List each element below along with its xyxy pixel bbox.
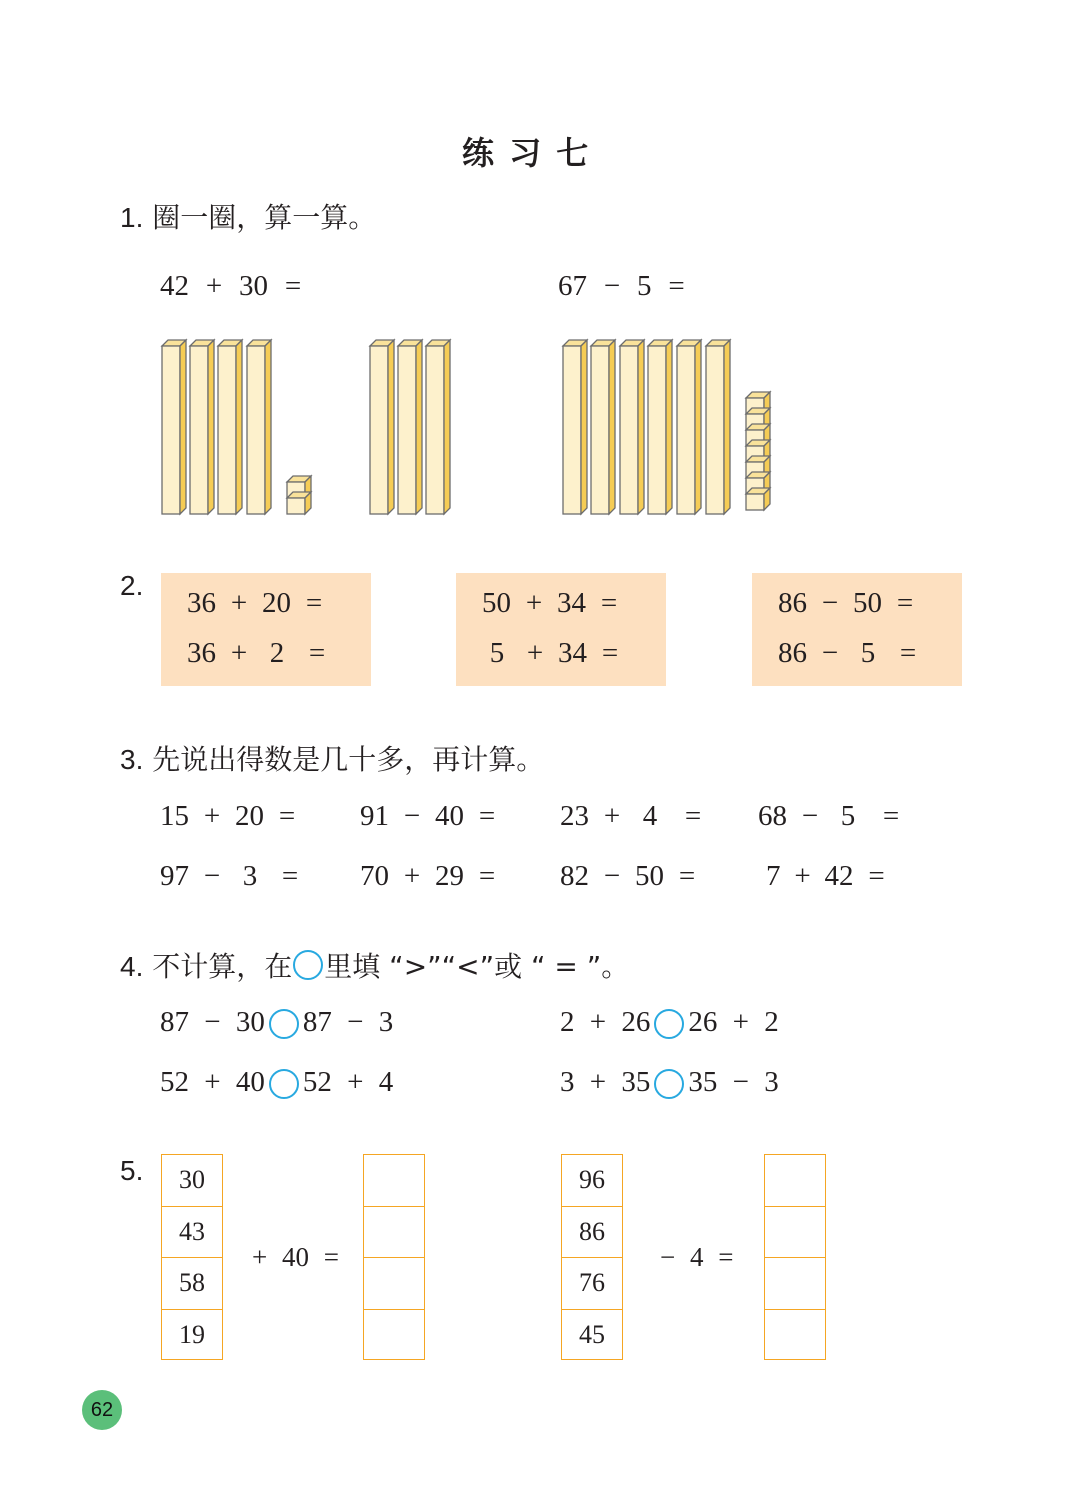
- q4-comparison-1: [160, 1006, 393, 1039]
- operand: 67: [558, 270, 587, 302]
- comparison-left: 2 + 26: [560, 1006, 651, 1038]
- operator: −: [603, 860, 621, 892]
- page-title: 练 习 七: [462, 134, 591, 172]
- operand: 86: [778, 637, 807, 669]
- comparison-left: 3 + 35: [560, 1066, 651, 1098]
- operand: 42: [160, 270, 189, 302]
- q1-text: 圈一圈，算一算。: [152, 201, 377, 234]
- q4-number: 4.: [120, 951, 144, 982]
- q3-expression: [360, 800, 510, 833]
- answer-circle[interactable]: [654, 1009, 684, 1039]
- q4-text-before: 不计算，在: [152, 950, 293, 983]
- equals: =: [478, 800, 496, 832]
- q4-comparison-4: [560, 1066, 779, 1099]
- input-cell: 45: [579, 1319, 605, 1349]
- q4-comparison-2: [560, 1006, 779, 1039]
- equals: =: [899, 637, 917, 669]
- operator: +: [203, 800, 221, 832]
- operand: 5: [860, 637, 876, 669]
- q3-expression: [560, 800, 721, 833]
- comparison-left: 52 + 40: [160, 1066, 265, 1098]
- comparison-right: 35 − 3: [688, 1066, 779, 1098]
- operand: 40: [435, 800, 464, 832]
- operator: −: [403, 800, 421, 832]
- operand: 86: [778, 587, 807, 619]
- operator: −: [801, 800, 819, 832]
- input-cell: 86: [562, 1207, 622, 1259]
- units-group-42-ones: [287, 476, 311, 514]
- operator: +: [403, 860, 421, 892]
- q3-text: 先说出得数是几十多，再计算。: [152, 743, 545, 776]
- comparison-right: 52 + 4: [302, 1066, 394, 1098]
- q5-right-input-column: [561, 1154, 623, 1360]
- equals: =: [668, 270, 685, 302]
- equals: =: [868, 860, 885, 892]
- equals: =: [308, 637, 326, 669]
- answer-circle[interactable]: [269, 1009, 299, 1039]
- q3-number: 3.: [120, 744, 144, 775]
- operator: +: [230, 587, 248, 619]
- q3-prompt: [120, 738, 544, 778]
- input-cell: 76: [562, 1258, 622, 1310]
- circle-icon: [293, 950, 323, 980]
- operand: 3: [242, 860, 258, 892]
- q3-expression: [560, 860, 710, 893]
- equals: =: [281, 860, 299, 892]
- comparison-right: 26 + 2: [688, 1006, 779, 1038]
- answer-cell[interactable]: [364, 1207, 424, 1259]
- operand: 82: [560, 860, 589, 892]
- equals: =: [600, 587, 618, 619]
- q5-number: 5.: [120, 1155, 144, 1186]
- q2-box-1-row-1: [187, 587, 337, 620]
- comparison-left: 87 − 30: [160, 1006, 265, 1038]
- operator: +: [525, 587, 543, 619]
- answer-circle[interactable]: [654, 1069, 684, 1099]
- q3-expression: [160, 860, 315, 893]
- operand: 15: [160, 800, 189, 832]
- q2-box-3: [752, 573, 962, 686]
- operator: −: [821, 637, 839, 669]
- equals: =: [478, 860, 496, 892]
- operand: 97: [160, 860, 189, 892]
- operand: 50: [482, 587, 511, 619]
- input-cell: 19: [179, 1319, 205, 1349]
- answer-cell[interactable]: [364, 1258, 424, 1310]
- q3-expression: [360, 860, 510, 893]
- operand: 50: [853, 587, 882, 619]
- equals: =: [896, 587, 914, 619]
- base-ten-blocks: [0, 0, 1082, 540]
- equals: =: [882, 800, 900, 832]
- input-cell: 43: [162, 1207, 222, 1259]
- operator: +: [794, 860, 811, 892]
- operand: 36: [187, 587, 216, 619]
- q3-expression: [766, 860, 900, 893]
- input-cell: 58: [162, 1258, 222, 1310]
- operator: +: [205, 270, 223, 302]
- operand: 20: [262, 587, 291, 619]
- operator: +: [526, 637, 544, 669]
- operator: +: [603, 800, 621, 832]
- operand: 5: [637, 270, 652, 302]
- answer-cell[interactable]: [364, 1310, 424, 1362]
- equals: =: [601, 637, 619, 669]
- equals: =: [284, 270, 302, 302]
- q3-expression: [160, 800, 310, 833]
- q5-left-input-column: [161, 1154, 223, 1360]
- operator: −: [203, 860, 221, 892]
- q1-number: 1.: [120, 202, 144, 233]
- answer-cell[interactable]: [765, 1155, 825, 1207]
- operator: −: [821, 587, 839, 619]
- q2-number: 2.: [120, 570, 144, 601]
- operand: 42: [824, 860, 854, 892]
- q2-box-2: [456, 573, 666, 686]
- operand: 23: [560, 800, 589, 832]
- q4-prompt: [120, 945, 629, 985]
- operand: 70: [360, 860, 389, 892]
- q2-box-1: [161, 573, 371, 686]
- units-group-67-ones: [746, 392, 770, 510]
- operator: +: [230, 637, 248, 669]
- q2-box-2-row-2: [482, 637, 633, 670]
- q5-left-answer-column: [363, 1154, 425, 1360]
- q2-box-2-row-1: [482, 587, 632, 620]
- equals: =: [678, 860, 696, 892]
- answer-cell[interactable]: [765, 1207, 825, 1259]
- answer-cell[interactable]: [364, 1155, 424, 1207]
- operand: 5: [840, 800, 856, 832]
- q5-right-answer-column: [764, 1154, 826, 1360]
- q2-box-1-row-2: [187, 637, 342, 670]
- q5-right-operation: − 4 =: [660, 1242, 734, 1272]
- operand: 5: [489, 637, 505, 669]
- answer-circle[interactable]: [269, 1069, 299, 1099]
- operand: 7: [766, 860, 781, 892]
- operand: 91: [360, 800, 389, 832]
- rods-group-30-tens: [370, 340, 450, 514]
- q5-left-operation: + 40 =: [252, 1242, 339, 1272]
- operand: 34: [558, 637, 587, 669]
- operand: 36: [187, 637, 216, 669]
- rods-group-67-tens: [563, 340, 730, 514]
- operand: 2: [269, 637, 285, 669]
- operand: 4: [642, 800, 658, 832]
- operand: 34: [557, 587, 586, 619]
- operand: 29: [435, 860, 464, 892]
- q4-comparison-3: [160, 1066, 393, 1099]
- q2-box-3-row-1: [778, 587, 928, 620]
- q3-expression: [758, 800, 919, 833]
- q4-text-after: 里填 “>”“<”或 “ = ”。: [324, 950, 630, 983]
- comparison-right: 87 − 3: [302, 1006, 394, 1038]
- answer-cell[interactable]: [765, 1258, 825, 1310]
- rods-group-42-tens: [162, 340, 271, 514]
- operator: −: [603, 270, 621, 302]
- equals: =: [278, 800, 296, 832]
- operand: 20: [235, 800, 264, 832]
- operand: 68: [758, 800, 787, 832]
- page-number-badge: 62: [82, 1390, 122, 1430]
- q2-box-3-row-2: [778, 637, 933, 670]
- operand: 30: [239, 270, 268, 302]
- operand: 50: [635, 860, 664, 892]
- equals: =: [305, 587, 323, 619]
- answer-cell[interactable]: [765, 1310, 825, 1362]
- equals: =: [684, 800, 702, 832]
- input-cell: 30: [162, 1155, 222, 1207]
- input-cell: 96: [562, 1155, 622, 1207]
